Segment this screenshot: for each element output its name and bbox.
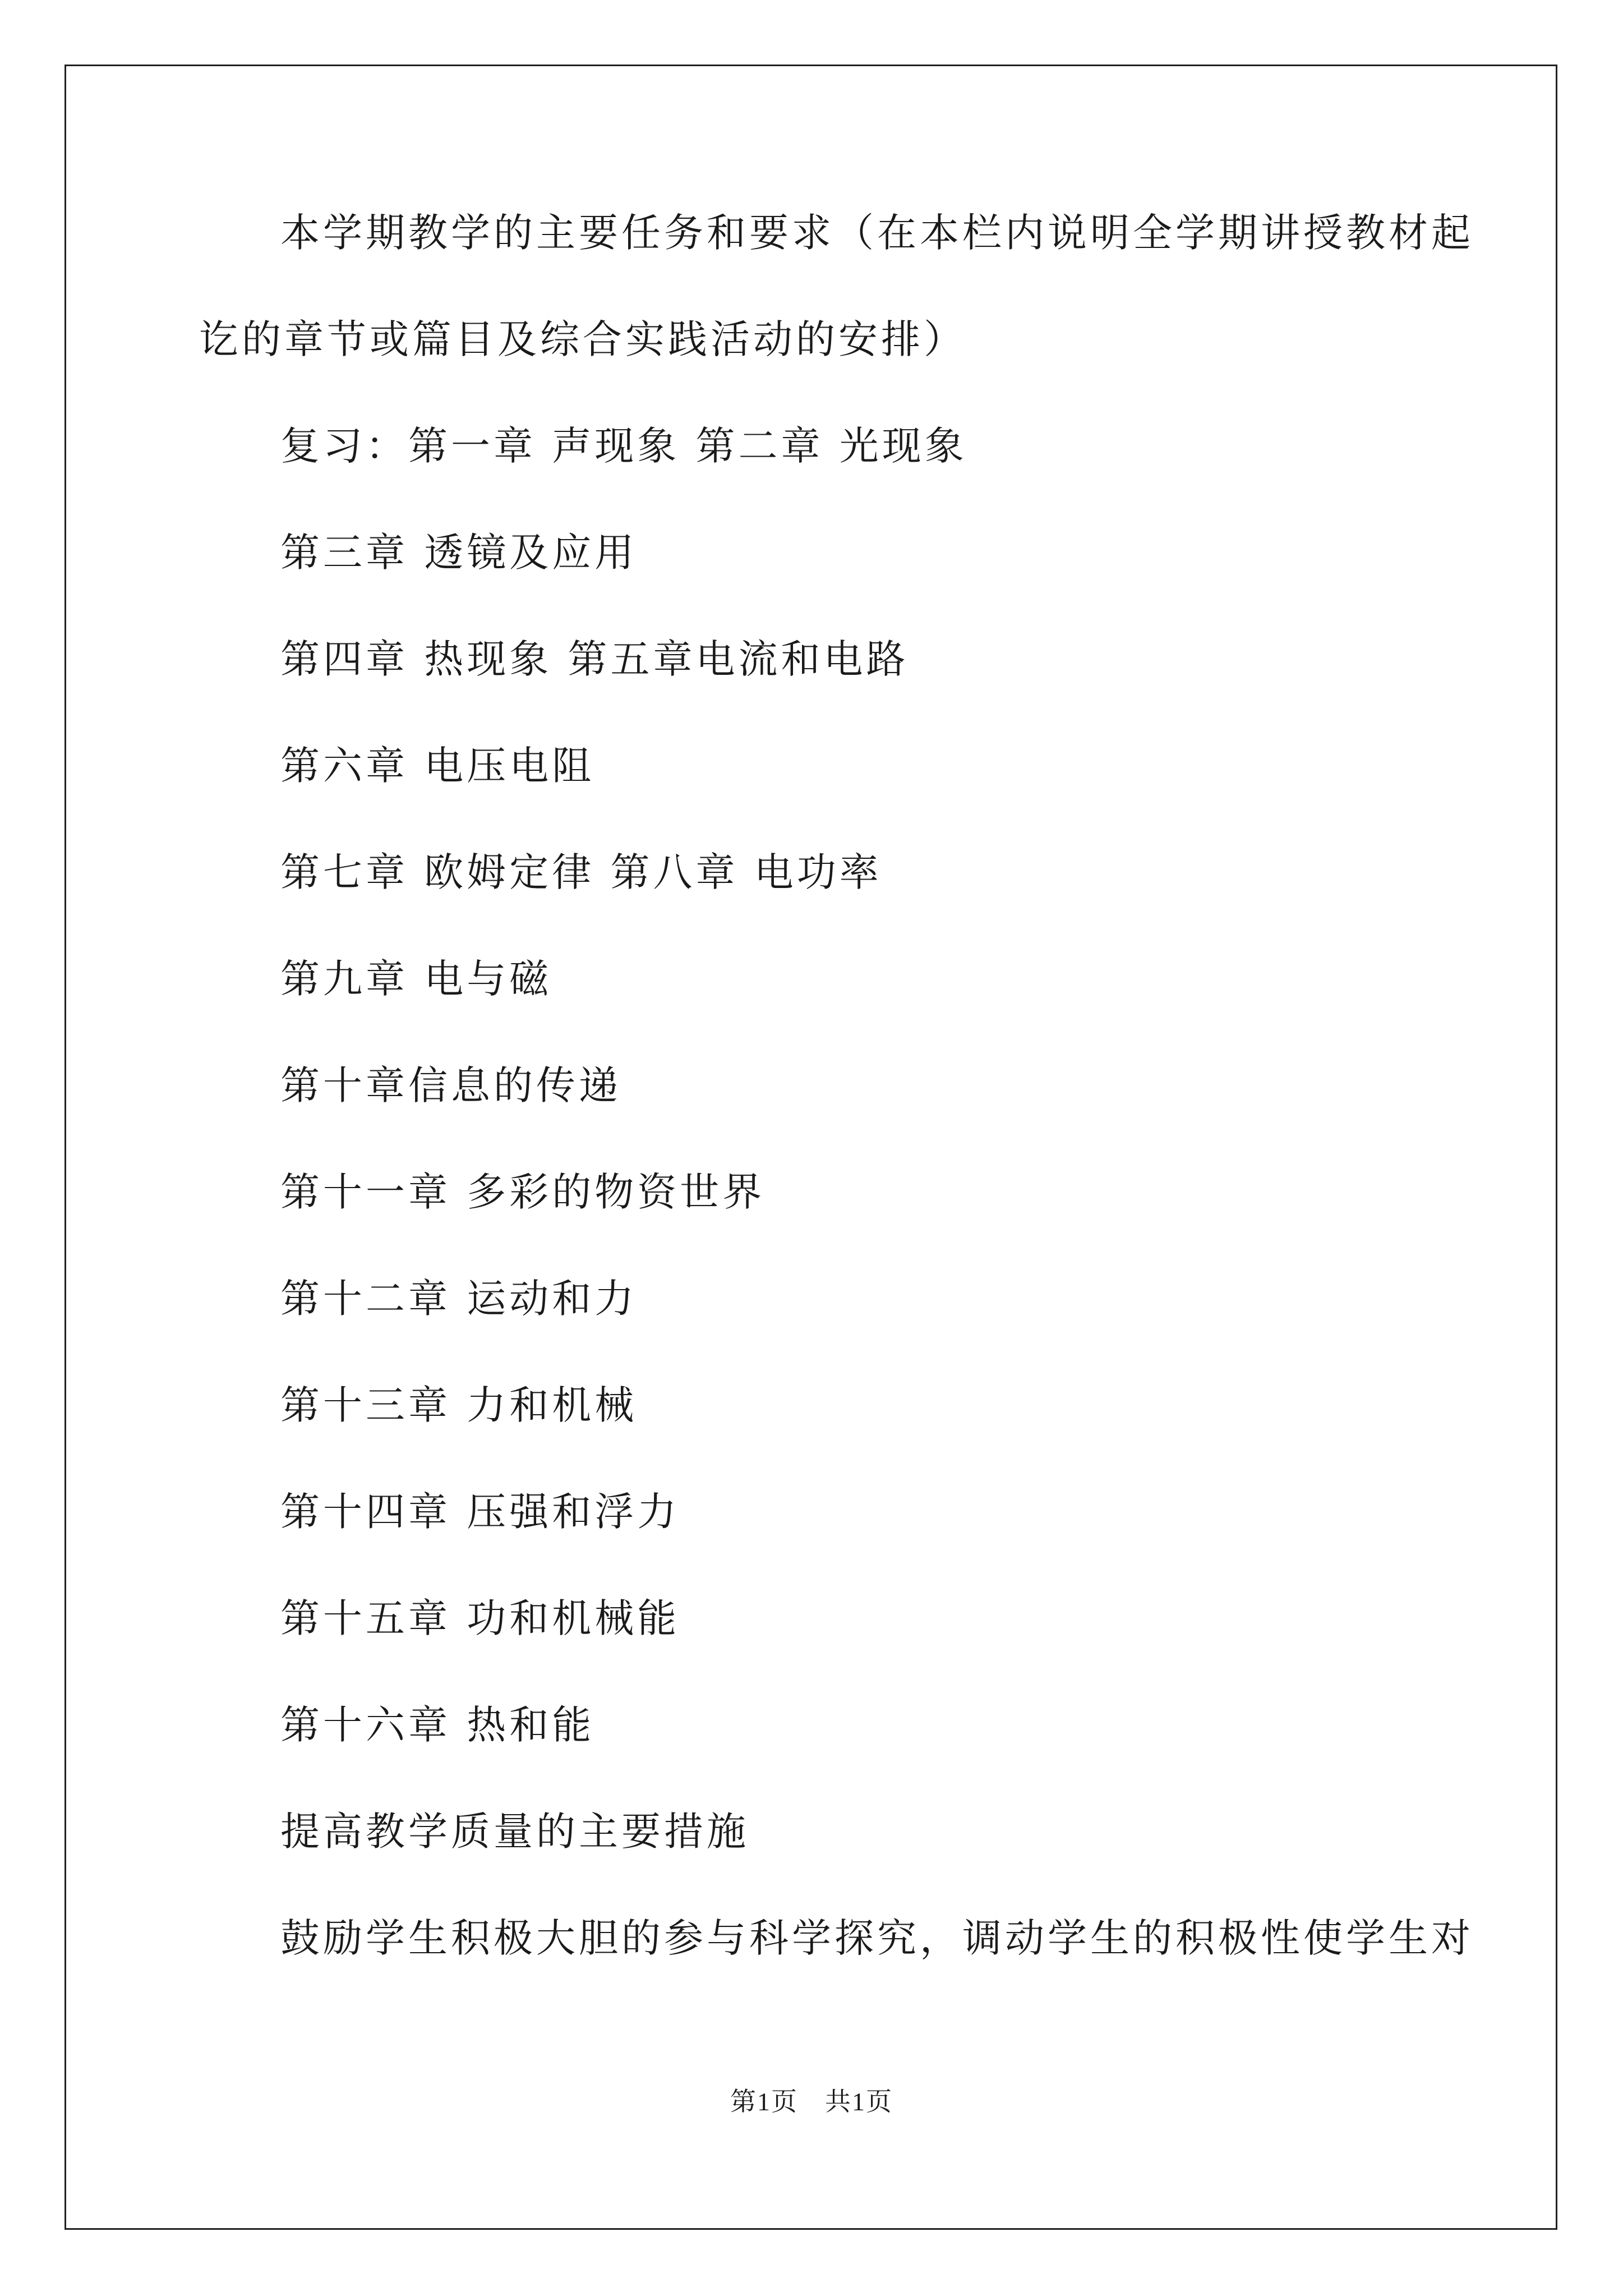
chapter-line-15: 第十五章 功和机械能 — [280, 1595, 680, 1641]
chapter-line-10: 第十章信息的传递 — [280, 1062, 621, 1108]
chapter-line-13: 第十三章 力和机械 — [280, 1382, 638, 1428]
chapter-line-9: 第九章 电与磁 — [280, 956, 552, 1002]
chapter-line-7-8: 第七章 欧姆定律 第八章 电功率 — [280, 849, 882, 895]
chapter-line-14: 第十四章 压强和浮力 — [280, 1489, 680, 1535]
chapter-line-6: 第六章 电压电阻 — [280, 743, 595, 789]
intro-paragraph-line-1: 本学期教学的主要任务和要求（在本栏内说明全学期讲授教材起 — [280, 210, 1474, 256]
page-border — [64, 65, 1557, 2230]
chapter-line-12: 第十二章 运动和力 — [280, 1276, 638, 1322]
chapter-line-3: 第三章 透镜及应用 — [280, 530, 638, 576]
measures-paragraph-line-1: 鼓励学生积极大胆的参与科学探究，调动学生的积极性使学生对 — [280, 1915, 1474, 1961]
review-line-ch1-ch2: 复习：第一章 声现象 第二章 光现象 — [280, 423, 967, 469]
intro-paragraph-line-2: 讫的章节或篇目及综合实践活动的安排） — [199, 316, 966, 362]
chapter-line-11: 第十一章 多彩的物资世界 — [280, 1169, 766, 1215]
chapter-line-4-5: 第四章 热现象 第五章电流和电路 — [280, 636, 909, 682]
chapter-line-16: 第十六章 热和能 — [280, 1702, 595, 1748]
page-footer: 第1页 共1页 — [730, 2087, 893, 2116]
section-heading-measures: 提高教学质量的主要措施 — [280, 1809, 749, 1855]
